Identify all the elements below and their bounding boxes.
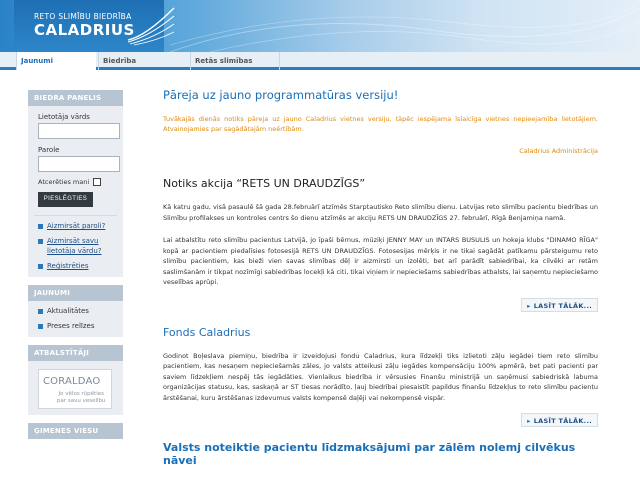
- news-link-label: Aktualitātes: [47, 307, 89, 315]
- guest-house-panel: [28, 423, 123, 451]
- register-label: Reģistrēties: [47, 262, 89, 270]
- sponsor-logo-coraldao[interactable]: [38, 369, 112, 409]
- article-title[interactable]: Fonds Caladrius: [163, 325, 251, 339]
- news-panel: [28, 285, 123, 337]
- site-header: [0, 0, 640, 52]
- username-label: Lietotāja vārds: [38, 113, 90, 121]
- forgot-password-link[interactable]: [28, 216, 123, 231]
- sponsor-name: CORALDAO: [43, 376, 101, 387]
- bullet-icon: [38, 264, 43, 269]
- supporters-panel: [28, 345, 123, 415]
- notice-title[interactable]: Pāreja uz jauno programmatūras versiju!: [163, 88, 399, 102]
- remember-me-row: [28, 172, 123, 186]
- bullet-icon: [38, 309, 43, 314]
- bullet-icon: [38, 224, 43, 229]
- notice-text: Tuvākajās dienās notiks pāreja uz jauno Caladrius vietnes versiju, tāpēc iespējama īslaicīga vietnes nepieejamība lietotājiem. Atvainojamies par sagādātajām neērtībām.: [163, 115, 598, 133]
- main-content: [163, 88, 598, 467]
- arrow-right-icon: ▸: [527, 417, 531, 425]
- news-link-preses-relizes[interactable]: [28, 316, 123, 331]
- read-more-label: LASĪT TĀLĀK...: [533, 417, 592, 425]
- forgot-username-link[interactable]: [28, 231, 123, 256]
- article-paragraph: Godinot Boļeslava piemiņu, biedrība ir izveidojusi fondu Caladrius, kura līdzekļi tiks izlietoti zāļu iegādei tiem reto slimību pacientiem, kas nesaņem nepieciešamās zāles, jo valsts atteikusi zāļu iegādes kompensāciju 100% apmērā, bet pati pacienti par saviem līdzekļiem nespēj tās iegādāties. Vienlaikus biedrība ir vērsusies Finanšu ministrijā un saņēmusi sabiedriskā labuma organizācijas statusu, kas, saskaņā ar ST tiesas norādīto, ļauj biedrībai piesaistīt papildus finanšu līdzekļus to reto slimību pacientu ārstēšanai, kuru ārstēšanas izdevumus valsts kompensē daļēji vai nekompensē vispār.: [163, 351, 598, 402]
- arrow-right-icon: ▸: [527, 301, 531, 310]
- main-nav: [0, 52, 640, 70]
- member-panel: [28, 90, 123, 277]
- nav-tab-jaunumi[interactable]: Jaunumi: [16, 52, 96, 70]
- logo-subtitle: RETO SLIMĪBU BIEDRĪBA: [34, 12, 132, 21]
- forgot-username-label: Aizmirsāt savu lietotāja vārdu?: [47, 237, 102, 255]
- remember-me-checkbox[interactable]: [93, 178, 101, 186]
- read-more-button[interactable]: [521, 298, 598, 312]
- password-label: Parole: [38, 146, 60, 154]
- bullet-icon: [38, 239, 43, 244]
- login-button[interactable]: PIESLĒGTIES: [38, 192, 93, 207]
- supporters-panel-title: ATBALSTĪTĀJI: [28, 345, 123, 361]
- read-more-row: [163, 298, 598, 312]
- sponsor-tagline: Jo vēlos rūpēties par savu veselību: [57, 391, 106, 404]
- logo-title: CALADRIUS: [34, 21, 135, 39]
- sidebar: [28, 90, 123, 451]
- news-link-aktualitates[interactable]: [28, 301, 123, 316]
- remember-me-label: Atcerēties mani: [38, 178, 90, 186]
- read-more-button[interactable]: [521, 413, 598, 427]
- guest-house-panel-title: ĢIMENES VIESU NAMS: [28, 423, 123, 439]
- member-panel-title: BIEDRA PANELIS: [28, 90, 123, 106]
- header-decoration: [170, 0, 640, 52]
- bird-wing-icon: [126, 6, 176, 46]
- register-link[interactable]: [28, 256, 123, 271]
- read-more-label: LASĪT TĀLĀK...: [533, 301, 592, 310]
- article-paragraph: Lai atbalstītu reto slimību pacientus Latvijā, jo īpaši bērnus, mūziķi JENNY MAY un INTARS BUSULIS un hokeja klubs "DINAMO RĪGA" kopā ar pacientiem piedalīsies fotosesijā RETS UN DRAUDZĪGS. Fotosesijas mērķis ir ne tikai sagādāt patīkamu pārsteigumu reto slimību pacientiem, kas bieži vien savas slimības dēļ ir aizmirsti un izolēti, bet arī parādīt sabiedrībai, ka cilvēki ar retām saslimšanām ir tikpat nozīmīgi sabiedrības locekļi kā citi, tikai viņiem ir nepieciešams sabiedrības atbalsts, lai saņemtu nepieciešamo veselības aprūpi.: [163, 236, 599, 286]
- news-panel-title: JAUNUMI: [28, 285, 123, 301]
- read-more-row: [163, 413, 598, 427]
- bullet-icon: [38, 324, 43, 329]
- logo[interactable]: [14, 0, 164, 52]
- article-title[interactable]: Valsts noteiktie pacientu līdzmaksājumi par zālēm nolemj cilvēkus nāvei: [163, 441, 576, 467]
- username-input[interactable]: [38, 123, 120, 139]
- nav-tab-biedriba[interactable]: Biedrība: [98, 52, 188, 70]
- forgot-password-label: Aizmirsāt paroli?: [47, 222, 106, 230]
- nav-tab-retas-slimibas[interactable]: Retās slimības: [190, 52, 280, 70]
- article-title[interactable]: Notiks akcija “RETS UN DRAUDZĪGS”: [163, 177, 366, 190]
- article-paragraph: Kā katru gadu, visā pasaulē šā gada 28.februārī atzīmēs Starptautisko Reto slimību dienu. Latvijas reto slimību pacientu biedrības un Slimību profilakses un kontroles centrs šo dienu atzīmēs ar akciju RETS UN DRAUDZĪGS 27. februārī, Rīgā Benjamiņa namā.: [163, 203, 598, 222]
- password-input[interactable]: [38, 156, 120, 172]
- notice-signature: Caladrius Administrācija: [519, 147, 598, 155]
- news-link-label: Preses relīzes: [47, 322, 95, 330]
